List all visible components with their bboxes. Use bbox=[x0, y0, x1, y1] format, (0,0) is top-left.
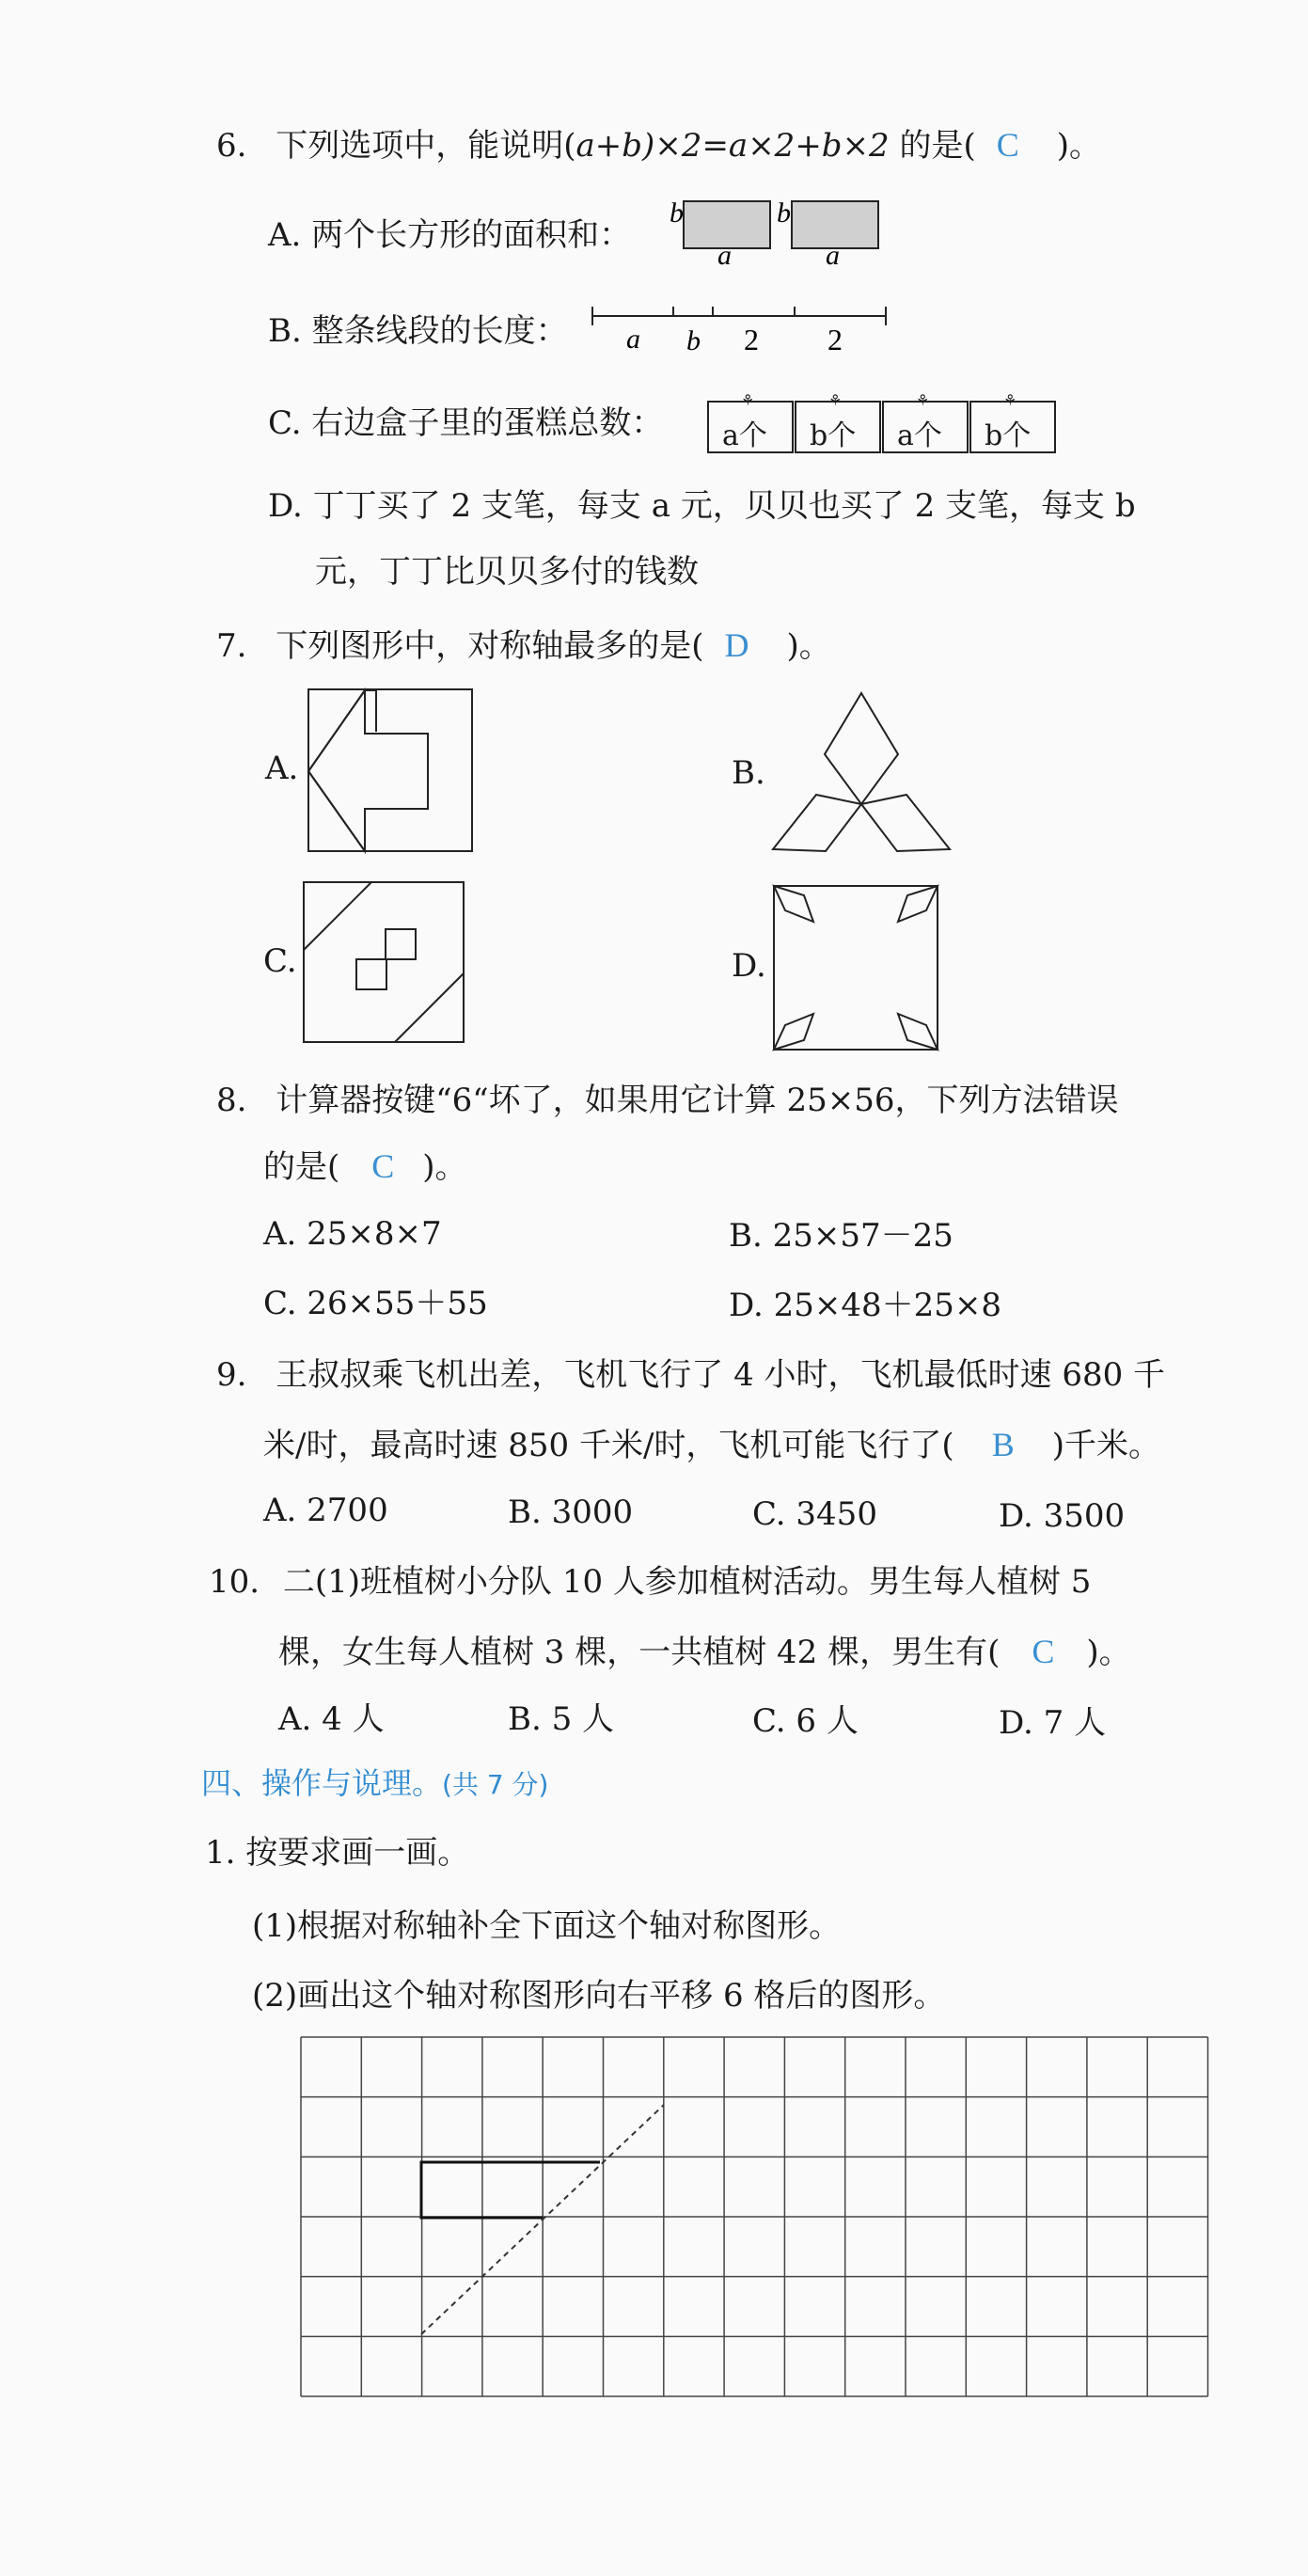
q7-label-d: D. bbox=[732, 947, 766, 985]
q9-option-c: C. 3450 bbox=[752, 1495, 877, 1533]
q7-label-b: B. bbox=[732, 754, 765, 792]
bow-icon: ⚘ bbox=[741, 391, 755, 409]
q6-answer: C bbox=[996, 126, 1019, 164]
q7-label-a: A. bbox=[265, 750, 299, 787]
q10-line1-text: 二(1)班植树小分队 10 人参加植树活动。男生每人植树 5 bbox=[282, 1563, 1092, 1601]
q6-stem-end: )。 bbox=[1056, 127, 1102, 165]
q7-label-c: C. bbox=[263, 942, 297, 980]
q6-option-d-line2: 元，丁丁比贝贝多付的钱数 bbox=[315, 553, 699, 591]
q9-answer: B bbox=[991, 1426, 1015, 1463]
q9-number: 9. bbox=[216, 1356, 247, 1394]
q7-stem-text: 下列图形中，对称轴最多的是( bbox=[276, 627, 704, 665]
q8-line2-end: )。 bbox=[422, 1148, 467, 1186]
q10-option-c: C. 6 人 bbox=[752, 1702, 859, 1740]
q6-a-side-b-1: b bbox=[670, 198, 684, 229]
section4-score: (共 7 分) bbox=[442, 1769, 549, 1800]
q6-b-seg-a: a bbox=[626, 324, 640, 355]
q6-c-box-text: a个 bbox=[722, 419, 767, 452]
q6-c-box-text: b个 bbox=[985, 419, 1032, 452]
q10-line2-text: 棵，女生每人植树 3 棵，一共植树 42 棵，男生有( bbox=[278, 1634, 1001, 1671]
q6-b-seg-2b: 2 bbox=[827, 323, 843, 356]
q9-option-a: A. 2700 bbox=[263, 1492, 388, 1529]
bow-icon: ⚘ bbox=[916, 391, 930, 409]
q8-option-a: A. 25×8×7 bbox=[263, 1215, 442, 1253]
q6-option-b-label: B. 整条线段的长度： bbox=[268, 312, 568, 350]
q6-c-box-text: b个 bbox=[810, 419, 857, 452]
q10-answer: C bbox=[1032, 1633, 1055, 1670]
q8-answer: C bbox=[371, 1147, 395, 1185]
section4-q1: 1. 按要求画一画。 bbox=[205, 1834, 470, 1872]
q8-line1-text: 计算器按键“6“坏了，如果用它计算 25×56，下列方法错误 bbox=[276, 1082, 1119, 1119]
q6-c-box-text: a个 bbox=[897, 419, 942, 452]
q6-a-side-a-1: a bbox=[717, 240, 732, 271]
section4-sub2: (2)画出这个轴对称图形向右平移 6 格后的图形。 bbox=[252, 1977, 946, 2015]
section4-title: 四、操作与说理。 bbox=[201, 1765, 443, 1801]
q9-line2-end: )千米。 bbox=[1051, 1427, 1160, 1464]
q7-number: 7. bbox=[216, 627, 247, 665]
q6-stem-text: 下列选项中，能说明( bbox=[276, 127, 576, 165]
q10-line2-end: )。 bbox=[1086, 1634, 1131, 1671]
q10-option-b: B. 5 人 bbox=[508, 1700, 615, 1738]
q6-number: 6. bbox=[216, 127, 247, 165]
q6-option-a-label: A. 两个长方形的面积和： bbox=[268, 216, 632, 254]
q8-option-c: C. 26×55＋55 bbox=[263, 1285, 488, 1322]
q6-stem-after: 的是( bbox=[889, 127, 976, 165]
q9-line1-text: 王叔叔乘飞机出差，飞机飞行了 4 小时，飞机最低时速 680 千 bbox=[276, 1356, 1166, 1394]
q6-a-side-b-2: b bbox=[777, 198, 791, 229]
q10-option-a: A. 4 人 bbox=[278, 1700, 385, 1738]
q6-formula: a+b)×2=a×2+b×2 bbox=[575, 127, 890, 165]
q10-option-d: D. 7 人 bbox=[999, 1704, 1107, 1742]
q8-number: 8. bbox=[216, 1082, 247, 1119]
q6-b-seg-2a: 2 bbox=[744, 323, 759, 356]
q6-option-d-line1: D. 丁丁买了 2 支笔，每支 a 元，贝贝也买了 2 支笔，每支 b bbox=[268, 487, 1136, 525]
q9-option-d: D. 3500 bbox=[999, 1497, 1126, 1535]
q6-option-c-label: C. 右边盒子里的蛋糕总数： bbox=[268, 404, 664, 442]
bow-icon: ⚘ bbox=[1003, 391, 1017, 409]
bow-icon: ⚘ bbox=[828, 391, 843, 409]
q8-line2-text: 的是( bbox=[263, 1148, 340, 1186]
section4-sub1: (1)根据对称轴补全下面这个轴对称图形。 bbox=[252, 1907, 842, 1945]
q6-b-seg-b: b bbox=[686, 325, 701, 356]
q8-option-d: D. 25×48＋25×8 bbox=[729, 1287, 1002, 1324]
q10-number: 10. bbox=[209, 1563, 260, 1601]
q6-a-side-a-2: a bbox=[826, 240, 840, 271]
q9-option-b: B. 3000 bbox=[508, 1493, 634, 1531]
q7-stem-end: )。 bbox=[786, 627, 831, 665]
q9-line2-text: 米/时，最高时速 850 千米/时，飞机可能飞行了( bbox=[263, 1427, 954, 1464]
q8-option-b: B. 25×57－25 bbox=[729, 1217, 953, 1255]
q7-answer: D bbox=[724, 626, 749, 664]
